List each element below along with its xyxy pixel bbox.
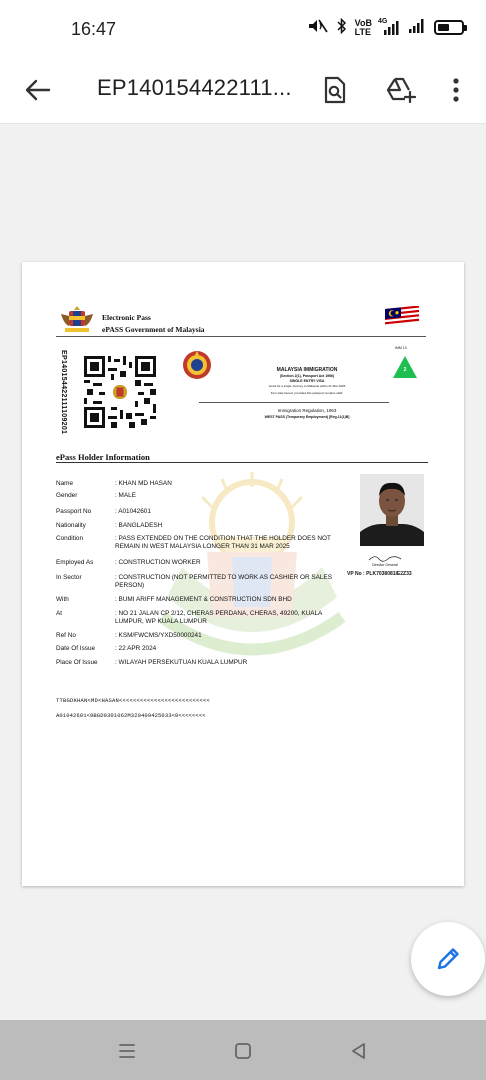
regulation-line1: Immigration Regulation, 1963 xyxy=(277,408,337,413)
home-icon xyxy=(233,1041,253,1061)
field-value-passport: : A01042601 xyxy=(115,508,151,515)
back-nav-icon xyxy=(349,1041,369,1061)
immigration-sub1: (Section 2(1), Passport Act 1966) xyxy=(279,374,335,378)
field-label-employed-as: Employed As xyxy=(56,559,94,566)
field-value-date-issue: : 22 APR 2024 xyxy=(115,645,157,652)
field-label-condition: Condition xyxy=(56,535,84,542)
edit-pencil-icon xyxy=(435,946,461,972)
field-value-ref: : KSM/FWCMS/YXD50000241 xyxy=(115,632,202,639)
triangle-label: IMM 13 xyxy=(395,346,407,350)
document-title: EP140154422111... xyxy=(97,75,292,100)
volte-label-bottom: LTE xyxy=(354,26,371,37)
field-label-passport: Passport No xyxy=(56,508,92,515)
volte-label-top: VoB xyxy=(354,17,372,28)
volte-icon xyxy=(355,19,372,37)
header-line1: Electronic Pass xyxy=(102,313,151,322)
serial-number: EP140154422111109201 xyxy=(60,350,67,435)
immigration-sub3: Good for a single Journey to Malaysia within 31 Mar 2025 xyxy=(268,384,346,388)
recent-apps-button[interactable] xyxy=(114,1038,140,1064)
pdf-page[interactable] xyxy=(22,262,464,886)
more-options-button[interactable] xyxy=(436,70,476,110)
field-label-name: Name xyxy=(56,480,74,487)
recent-apps-icon xyxy=(117,1042,137,1060)
app-bar xyxy=(0,60,486,124)
triangle-number: 2 xyxy=(403,367,407,373)
field-value-gender: : MALE xyxy=(115,492,136,499)
mrz-line1: TTBGDKHAN<MD<HASAN<<<<<<<<<<<<<<<<<<<<<<<<<< xyxy=(56,697,211,704)
status-bar xyxy=(0,0,486,60)
field-label-sector: In Sector xyxy=(56,574,82,581)
signal-icon xyxy=(408,19,426,36)
mute-icon xyxy=(307,18,329,37)
status-icons xyxy=(307,18,464,37)
field-value-sector: : CONSTRUCTION (NOT PERMITTED TO WORK AS CASHIER OR SALES PERSON) xyxy=(115,574,332,590)
find-in-document-button[interactable] xyxy=(315,70,355,110)
immigration-sub2: SINGLE ENTRY VISA xyxy=(289,379,325,383)
field-label-with: With xyxy=(56,596,69,603)
section-divider xyxy=(56,462,428,463)
document-search-icon xyxy=(323,76,347,104)
signature-icon xyxy=(367,553,403,563)
bluetooth-icon xyxy=(337,18,347,37)
field-value-place-issue: : WILAYAH PERSEKUTUAN KUALA LUMPUR xyxy=(115,659,248,666)
field-label-date-issue: Date Of Issue xyxy=(56,645,96,652)
holder-photo xyxy=(360,474,424,546)
epass-document xyxy=(22,262,464,886)
immigration-title: MALAYSIA IMMIGRATION xyxy=(276,367,338,373)
add-to-drive-icon xyxy=(386,77,416,103)
field-value-with: : BUMI ARIFF MANAGEMENT & CONSTRUCTION SDN BHD xyxy=(115,596,292,603)
battery-icon xyxy=(434,20,464,35)
back-button[interactable] xyxy=(20,72,56,108)
malaysia-flag-icon xyxy=(385,306,419,328)
field-label-ref: Ref No xyxy=(56,632,76,639)
home-button[interactable] xyxy=(230,1038,256,1064)
section-title: ePass Holder Information xyxy=(56,452,150,462)
malaysia-coat-of-arms-icon xyxy=(58,304,96,334)
field-value-employed-as: : CONSTRUCTION WORKER xyxy=(115,559,201,566)
add-to-drive-button[interactable] xyxy=(381,70,421,110)
regulation-line2: WEST PASS (Temporary Employment) [Reg.11(1)B] xyxy=(264,415,350,419)
vp-number: VP No : PLK7038081IE2Z33 xyxy=(347,571,412,577)
field-label-nationality: Nationality xyxy=(56,522,86,529)
back-arrow-icon xyxy=(25,79,51,101)
field-value-name: : KHAN MD HASAN xyxy=(115,480,172,487)
qr-code-icon xyxy=(84,356,156,428)
mrz-line2: A01042601<9BGD0301062M320409425033<0<<<<<<<< xyxy=(56,712,206,719)
immigration-emblem-icon xyxy=(181,349,213,381)
signal-icon xyxy=(378,17,400,35)
status-time: 16:47 xyxy=(71,19,117,39)
field-value-at: : NO 21 JALAN CP 2/12, CHERAS PERDANA, CHERAS, 49200, KUALA LUMPUR, WP KUALA LUMPUR xyxy=(115,610,322,626)
document-viewer[interactable] xyxy=(0,125,486,1020)
header-divider xyxy=(56,336,426,337)
back-nav-button[interactable] xyxy=(346,1038,372,1064)
network-label: 4G xyxy=(378,17,388,25)
person-photo-icon xyxy=(360,474,424,546)
header-line2: ePASS Government of Malaysia xyxy=(102,325,205,334)
field-label-at: At xyxy=(56,610,63,617)
field-label-place-issue: Place Of Issue xyxy=(56,659,98,666)
edit-fab-button[interactable] xyxy=(411,922,485,996)
immigration-sub4: from date hereof, provided this passport remains valid. xyxy=(270,391,344,395)
system-nav-bar xyxy=(0,1020,486,1080)
more-vert-icon xyxy=(452,77,460,103)
director-label: Director General xyxy=(372,563,398,567)
immigration-divider xyxy=(199,402,389,403)
field-value-condition: : PASS EXTENDED ON THE CONDITION THAT THE HOLDER DOES NOT REMAIN IN WEST MALAYSIA LONGER THAN 31 MAR 2025 xyxy=(115,535,331,551)
field-value-nationality: : BANGLADESH xyxy=(115,522,163,529)
field-label-gender: Gender xyxy=(56,492,78,499)
